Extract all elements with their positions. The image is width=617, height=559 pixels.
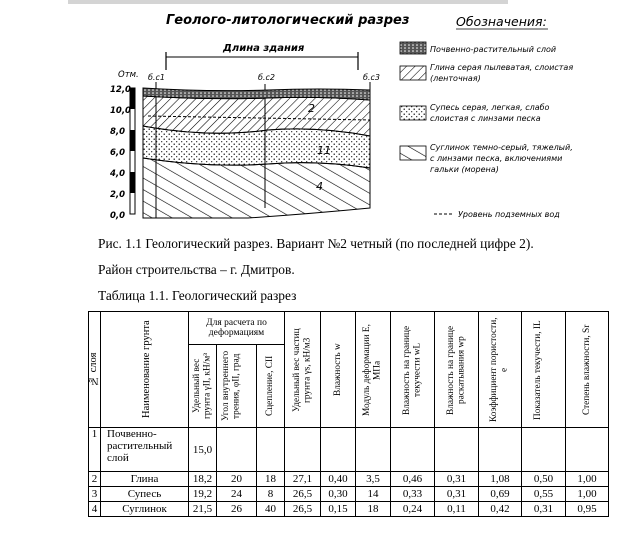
cell-value: 0,55 [522,487,566,502]
cell-value: 0,11 [435,502,479,517]
layer-number: 4 [316,180,323,193]
header-deform-group: Для расчета по деформациям [189,312,285,345]
header-moisture: Влажность w [321,312,356,428]
header-saturation: Степень влажности, Sr [566,312,609,428]
borehole-label: б.с2 [258,73,275,82]
legend-text: Суглинок темно-серый, тяжелый, с линзами песка, включениями гальки (морена) [430,143,573,174]
top-grey-band [68,0,508,4]
cell-value: 1,00 [566,472,609,487]
table-title: Таблица 1.1. Геологический разрез [98,288,297,303]
legend-text: Супесь серая, легкая, слабо слоистая с линзами песка [430,103,550,123]
layer-number: 11 [317,144,331,157]
cell-value: 0,31 [522,502,566,517]
legend-title: Обозначения: [456,14,547,29]
cell-value: 40 [257,502,285,517]
cell-value: 26,5 [285,502,321,517]
legend-text: Почвенно-растительный слой [430,45,557,54]
cell-value [356,428,391,472]
cell-value: 27,1 [285,472,321,487]
cell-value: 26 [217,502,257,517]
elevation-label: 12,0 [110,85,131,95]
table-row [89,428,609,472]
header-phi: Угол внутреннего трения, φII, град [217,345,257,428]
header-wp: Влажность на границе раскатывания wp [435,312,479,428]
figure-title: Геолого-литологический разрез [166,13,410,28]
layer-number: 2 [308,102,315,115]
cell-value [285,428,321,472]
layer-clay [143,96,370,136]
region-caption: Район строительства – г. Дмитров. [98,262,295,277]
cell-value [479,428,522,472]
cell-value: 0,30 [321,487,356,502]
cell-value: 15,0 [189,428,217,472]
cell-value: 0,42 [479,502,522,517]
cell-value: 0,24 [391,502,435,517]
section-drawing [108,8,578,230]
cell-value: 18 [257,472,285,487]
geological-table-wrapper [88,311,609,517]
header-modulus: Модуль деформации E, МПа [356,312,391,428]
elevation-label: 2,0 [110,190,126,200]
cell-layer-no: 3 [89,487,101,502]
cell-value: 0,95 [566,502,609,517]
header-liquidity: Показатель текучести, IL [522,312,566,428]
header-wl: Влажность на границе текучести wL [391,312,435,428]
layer-loam [143,158,370,218]
cell-soil-name: Глина [101,472,189,487]
cell-soil-name: Почвенно-растительный слой [101,428,189,472]
building-length-label: Длина здания [223,43,305,54]
header-soil-name: Наименование грунта [101,312,189,428]
cell-value: 26,5 [285,487,321,502]
cell-value: 21,5 [189,502,217,517]
layer-sandy-loam [143,126,370,168]
legend-swatch-topsoil [400,42,426,54]
cell-value: 8 [257,487,285,502]
cell-layer-no: 1 [89,428,101,472]
cell-layer-no: 4 [89,502,101,517]
elevation-label: 4,0 [110,169,126,179]
cell-value [217,428,257,472]
cell-value [435,428,479,472]
geological-table [88,311,609,517]
cell-value: 19,2 [189,487,217,502]
cell-soil-name: Суглинок [101,502,189,517]
table-row [89,487,609,502]
cell-value [391,428,435,472]
legend-text: Глина серая пылеватая, слоистая (ленточная) [430,63,574,83]
cell-value: 0,33 [391,487,435,502]
cell-value [257,428,285,472]
cell-layer-no: 2 [89,472,101,487]
cell-value: 0,31 [435,472,479,487]
cell-value: 18,2 [189,472,217,487]
legend-text: Уровень подземных вод [458,210,560,219]
borehole-label: б.с3 [363,73,380,82]
elevation-label: 10,0 [110,106,131,116]
geological-section-figure [108,8,578,230]
header-gamma-s: Удельный вес частиц грунта γs, кН/м3 [285,312,321,428]
cell-value: 0,69 [479,487,522,502]
cell-value: 14 [356,487,391,502]
cell-value [522,428,566,472]
cell-value: 3,5 [356,472,391,487]
cell-value: 1,08 [479,472,522,487]
cell-soil-name: Супесь [101,487,189,502]
figure-caption: Рис. 1.1 Геологический разрез. Вариант №2 четный (по последней цифре 2). [98,236,534,251]
table-row [89,502,609,517]
cell-value: 1,00 [566,487,609,502]
header-gamma: Удельный вес грунта γII, кН/м³ [189,345,217,428]
borehole-label: б.с1 [148,73,165,82]
cell-value [321,428,356,472]
elevation-label: 6,0 [110,148,126,158]
cell-value: 0,50 [522,472,566,487]
elevation-label: 8,0 [110,127,126,137]
cell-value: 0,31 [435,487,479,502]
cell-value: 18 [356,502,391,517]
cell-value: 0,40 [321,472,356,487]
table-row [89,472,609,487]
legend-swatch-sandy-loam [400,106,426,120]
legend-swatch-clay [400,66,426,80]
cell-value: 20 [217,472,257,487]
header-cohesion: Сцепление, CII [257,345,285,428]
header-layer-no: № слоя [89,312,101,428]
cell-value: 0,46 [391,472,435,487]
elevation-header: Отм. [118,70,139,80]
legend-swatch-loam [400,146,426,160]
cell-value [566,428,609,472]
elevation-label: 0,0 [110,211,126,221]
cell-value: 24 [217,487,257,502]
cell-value: 0,15 [321,502,356,517]
header-porosity: Коэффициент пористости, e [479,312,522,428]
